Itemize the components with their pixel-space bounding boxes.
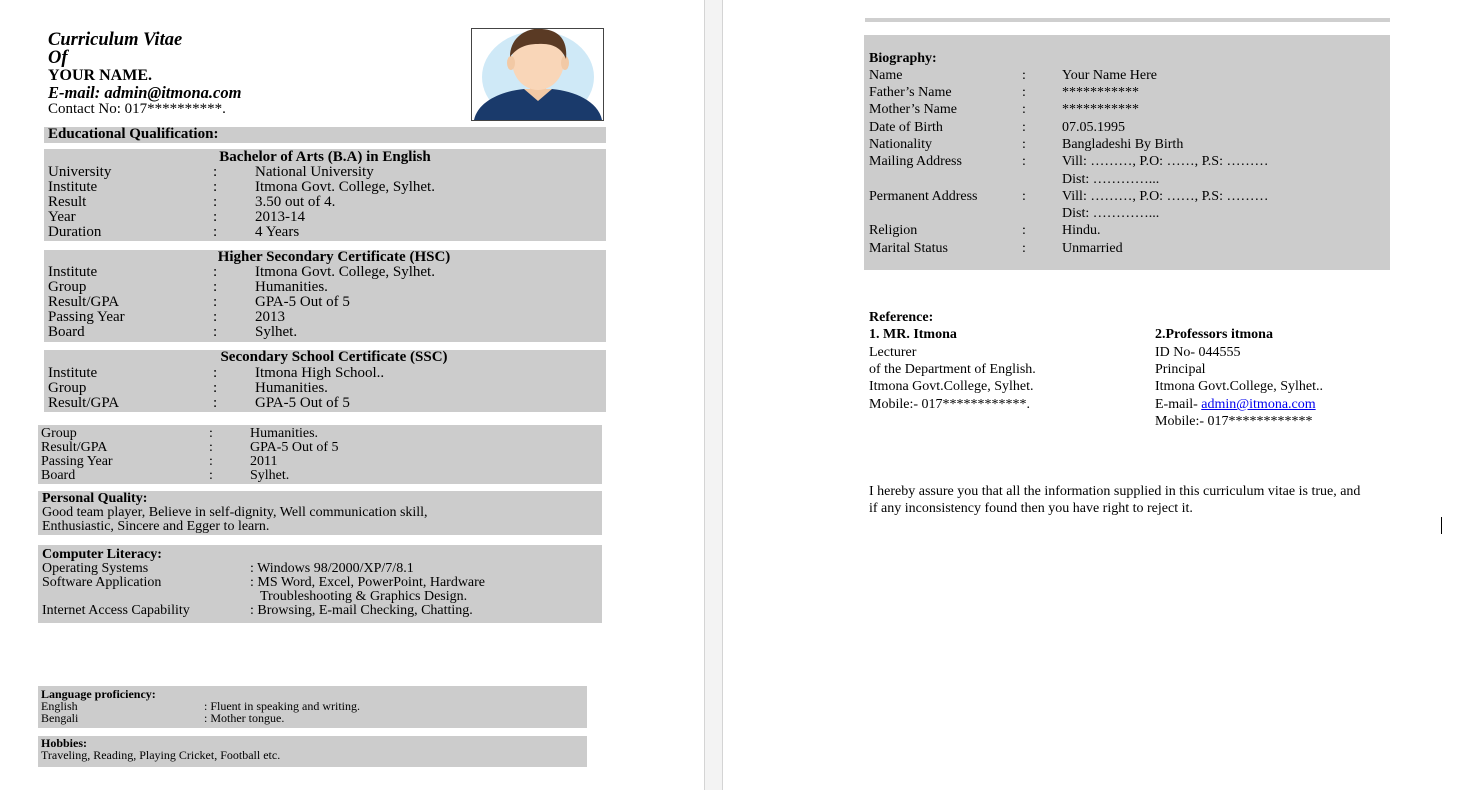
reference-1-name: 1. MR. Itmona	[869, 327, 957, 342]
bio-value: Hindu.	[1062, 223, 1101, 238]
hsc-value: 2013	[255, 309, 285, 325]
bio-label: Religion	[869, 223, 918, 238]
ssc-label: Result/GPA	[48, 395, 120, 411]
ssc-value: Humanities.	[255, 380, 328, 396]
reference-2-email-line	[1155, 396, 1316, 413]
ssc-value: GPA-5 Out of 5	[255, 395, 350, 411]
bio-colon: :	[1022, 223, 1026, 238]
computer-literacy-heading: Computer Literacy:	[42, 547, 162, 562]
ba-colon: :	[213, 179, 218, 195]
ssc2-colon: :	[209, 426, 213, 441]
language-section	[38, 686, 587, 728]
bio-colon: :	[1022, 68, 1026, 83]
declaration-line: I hereby assure you that all the information supplied in this curriculum vitae is true, and	[869, 484, 1361, 499]
ssc-colon: :	[213, 365, 218, 381]
reference-heading: Reference:	[869, 310, 934, 325]
bio-value: Vill: ………, P.O: ……, P.S: ………	[1062, 189, 1269, 204]
hsc-label: Result/GPA	[48, 294, 120, 310]
biography-heading: Biography:	[869, 51, 937, 66]
ba-value: 3.50 out of 4.	[255, 194, 336, 210]
ssc2-value: 2011	[250, 454, 278, 469]
bio-colon: :	[1022, 120, 1026, 135]
personal-quality-line: Good team player, Believe in self-dignity, Well communication skill,	[42, 505, 428, 520]
bio-colon: :	[1022, 85, 1026, 100]
language-label: Bengali	[41, 711, 79, 725]
hobbies-heading: Hobbies:	[41, 736, 88, 750]
bio-label: Mailing Address	[869, 154, 962, 169]
hsc-colon: :	[213, 324, 218, 340]
candidate-name: YOUR NAME.	[48, 67, 152, 84]
hsc-label: Institute	[48, 264, 98, 280]
hsc-label: Board	[48, 324, 85, 340]
education-heading-bar	[44, 127, 606, 143]
ssc2-label: Group	[41, 426, 77, 441]
hsc-value: Humanities.	[255, 279, 328, 295]
ba-section	[44, 149, 606, 241]
bio-colon: :	[1022, 241, 1026, 256]
contact-line: Contact No: 017**********.	[48, 101, 226, 117]
hsc-label: Passing Year	[48, 309, 125, 325]
ba-label: University	[48, 164, 112, 180]
bio-value: Vill: ………, P.O: ……, P.S: ………	[1062, 154, 1269, 169]
ssc2-label: Passing Year	[41, 454, 113, 469]
hsc-colon: :	[213, 294, 218, 310]
education-heading: Educational Qualification:	[48, 126, 219, 142]
ba-label: Institute	[48, 179, 98, 195]
ssc-section	[44, 350, 606, 412]
cl-value: : Browsing, E-mail Checking, Chatting.	[250, 603, 473, 618]
language-heading: Language proficiency:	[41, 687, 156, 701]
reference-1-line: Itmona Govt.College, Sylhet.	[869, 379, 1034, 394]
ssc-colon: :	[213, 380, 218, 396]
bio-colon: :	[1022, 154, 1026, 169]
reference-2-mobile: Mobile:- 017************	[1155, 414, 1313, 429]
top-rule	[865, 18, 1390, 22]
personal-quality-heading: Personal Quality:	[42, 491, 148, 506]
ba-value: 4 Years	[255, 224, 300, 240]
bio-label: Marital Status	[869, 241, 948, 256]
hsc-value: Itmona Govt. College, Sylhet.	[255, 264, 435, 280]
ba-value: 2013-14	[255, 209, 305, 225]
bio-value: ***********	[1062, 102, 1139, 117]
ssc2-label: Board	[41, 468, 76, 483]
ssc2-label: Result/GPA	[41, 440, 108, 455]
bio-label: Mother’s Name	[869, 102, 957, 117]
bio-value: Your Name Here	[1062, 68, 1157, 83]
bio-label: Nationality	[869, 137, 932, 152]
reference-1-line: Mobile:- 017************.	[869, 397, 1030, 412]
reference-1-line: of the Department of English.	[869, 362, 1036, 377]
ssc2-value: Humanities.	[250, 426, 319, 441]
ba-label: Result	[48, 194, 87, 210]
ba-colon: :	[213, 224, 218, 240]
ssc-colon: :	[213, 395, 218, 411]
ssc-label: Group	[48, 380, 87, 396]
cl-label: Internet Access Capability	[42, 603, 190, 618]
bio-value: 07.05.1995	[1062, 120, 1125, 135]
hsc-colon: :	[213, 309, 218, 325]
hsc-colon: :	[213, 264, 218, 280]
cv-title: Curriculum Vitae	[48, 30, 183, 50]
cl-value: Troubleshooting & Graphics Design.	[260, 589, 468, 604]
personal-quality-section	[38, 491, 602, 535]
bio-value: Dist: …………...	[1062, 206, 1160, 221]
hobbies-section	[38, 736, 587, 767]
language-label: English	[41, 699, 78, 713]
language-value: : Mother tongue.	[204, 711, 285, 725]
reference-2-line: Principal	[1155, 362, 1206, 377]
cv-title-of: Of	[48, 48, 68, 68]
bio-value: Unmarried	[1062, 241, 1123, 256]
language-value: : Fluent in speaking and writing.	[204, 699, 360, 713]
ba-label: Duration	[48, 224, 102, 240]
bio-colon: :	[1022, 102, 1026, 117]
hsc-label: Group	[48, 279, 87, 295]
reference-2-name: 2.Professors itmona	[1155, 327, 1273, 342]
personal-quality-line: Enthusiastic, Sincere and Egger to learn.	[42, 519, 270, 534]
ba-title: Bachelor of Arts (B.A) in English	[219, 149, 431, 165]
bio-label: Name	[869, 68, 903, 83]
bio-label: Father’s Name	[869, 85, 952, 100]
ssc-title: Secondary School Certificate (SSC)	[220, 349, 448, 365]
ssc2-colon: :	[209, 468, 213, 483]
cl-value: : Windows 98/2000/XP/7/8.1	[250, 561, 414, 576]
bio-value: Dist: …………...	[1062, 172, 1160, 187]
bio-colon: :	[1022, 137, 1026, 152]
cl-label: Operating Systems	[42, 561, 149, 576]
ba-colon: :	[213, 209, 218, 225]
cl-label: Software Application	[42, 575, 162, 590]
bio-label: Date of Birth	[869, 120, 943, 135]
ssc2-value: GPA-5 Out of 5	[250, 440, 339, 455]
computer-literacy-section	[38, 545, 602, 623]
ssc2-colon: :	[209, 454, 213, 469]
text-cursor	[1441, 517, 1442, 534]
cl-value: : MS Word, Excel, PowerPoint, Hardware	[250, 575, 486, 590]
ba-colon: :	[213, 164, 218, 180]
bio-colon: :	[1022, 189, 1026, 204]
hsc-colon: :	[213, 279, 218, 295]
ssc-value: Itmona High School..	[255, 365, 385, 381]
hsc-section	[44, 250, 606, 342]
ba-value: Itmona Govt. College, Sylhet.	[255, 179, 435, 195]
bio-label: Permanent Address	[869, 189, 978, 204]
ssc2-value: Sylhet.	[250, 468, 290, 483]
avatar-placeholder-icon	[472, 29, 603, 120]
ba-label: Year	[48, 209, 76, 225]
hobbies-text: Traveling, Reading, Playing Cricket, Football etc.	[41, 748, 281, 762]
reference-2-email-prefix: E-mail-	[1155, 397, 1202, 412]
reference-2-line: ID No- 044555	[1155, 345, 1241, 360]
ba-colon: :	[213, 194, 218, 210]
ssc2-colon: :	[209, 440, 213, 455]
email-line: E-mail: admin@itmona.com	[48, 83, 242, 102]
ssc-label: Institute	[48, 365, 98, 381]
bio-value: Bangladeshi By Birth	[1062, 137, 1184, 152]
hsc-value: Sylhet.	[255, 324, 298, 340]
ba-value: National University	[255, 164, 374, 180]
profile-photo	[471, 28, 604, 121]
biography-section	[864, 35, 1390, 270]
reference-1-line: Lecturer	[869, 345, 917, 360]
hsc-title: Higher Secondary Certificate (HSC)	[217, 249, 451, 265]
document-page-right	[723, 0, 1477, 790]
page-separator	[704, 0, 723, 790]
document-page-left	[0, 0, 704, 790]
reference-2-email-link[interactable]: admin@itmona.com	[1201, 397, 1316, 412]
ssc-continued-section	[38, 425, 602, 484]
declaration-line: if any inconsistency found then you have right to reject it.	[869, 501, 1193, 516]
bio-value: ***********	[1062, 85, 1139, 100]
reference-2-line: Itmona Govt.College, Sylhet..	[1155, 379, 1323, 394]
hsc-value: GPA-5 Out of 5	[255, 294, 350, 310]
